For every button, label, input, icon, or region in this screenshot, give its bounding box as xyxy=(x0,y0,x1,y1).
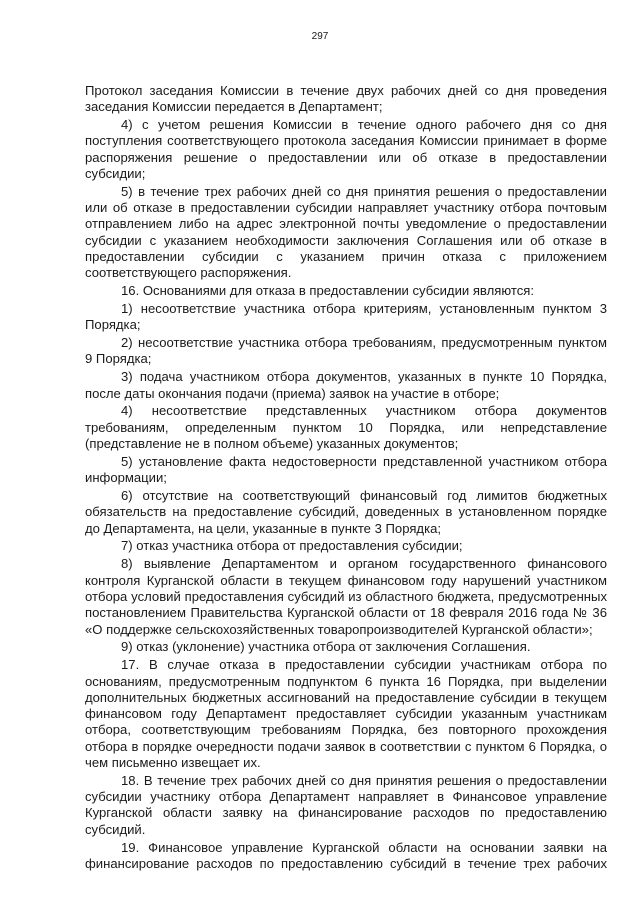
paragraph: 16. Основаниями для отказа в предоставлении субсидии являются: xyxy=(121,283,534,299)
paragraph: 17. В случае отказа в предоставлении субсидии участникам отбора по основаниям, предусмотренным подпунктом 6 пункта 16 Порядка, при выделении дополнительных бюджетных ассигнований на предоставление субсидии в текущем финансовом году Департамент предоставляет субсидии указанным участникам отбора, соответствующим требованиям Порядка, без повторного прохождения отбора в порядке очередности подачи заявок в соответствии с пунктом 6 Порядка, о чем письменно извещает их. xyxy=(85,657,607,770)
paragraph: 18. В течение трех рабочих дней со дня принятия решения о предоставлении субсидии участнику отбора Департамент направляет в Финансовое управление Курганской области заявку на финансирование расходов по предоставлению субсидий. xyxy=(85,772,607,837)
paragraph: 9) отказ (уклонение) участника отбора от заключения Соглашения. xyxy=(121,639,531,655)
page-number: 297 xyxy=(311,31,329,42)
document-body xyxy=(85,83,607,874)
paragraph: 4) с учетом решения Комиссии в течение одного рабочего дня со дня поступления соответствующего протокола заседания Комиссии принимает в форме распоряжения решение о предоставлении или об отказе в предоставлении субсидии; xyxy=(85,117,607,182)
paragraph: 3) подача участником отбора документов, указанных в пункте 10 Порядка, после даты окончания подачи (приема) заявок на участие в отборе; xyxy=(85,369,607,401)
paragraph: 4) несоответствие представленных участником отбора документов требованиям, определенным пунктом 10 Порядка, или непредставление (представление не в полном объеме) указанных документов; xyxy=(85,403,607,452)
paragraph: 7) отказ участника отбора от предоставления субсидии; xyxy=(121,538,463,554)
paragraph: 19. Финансовое управление Курганской области на основании заявки на финансирование расходов по предоставлению субсидий в течение трех рабочих xyxy=(85,839,607,871)
paragraph: 6) отсутствие на соответствующий финансовый год лимитов бюджетных обязательств на предоставление субсидий, доведенных в установленном порядке до Департамента, на цели, указанные в пункте 3 Порядка; xyxy=(85,488,607,536)
paragraph: 1) несоответствие участника отбора критериям, установленным пунктом 3 Порядка; xyxy=(85,301,607,333)
paragraph: 2) несоответствие участника отбора требованиям, предусмотренным пунктом 9 Порядка; xyxy=(85,335,607,367)
paragraph: 5) в течение трех рабочих дней со дня принятия решения о предоставлении или об отказе в предоставлении субсидии направляет участнику отбора почтовым отправлением либо на адрес электронной почты уведомление о предоставлении субсидии с указанием необходимости заключения Соглашения или об отказе в предоставлении субсидии с указанием причин отказа с приложением соответствующего распоряжения. xyxy=(85,183,607,281)
paragraph: 5) установление факта недостоверности представленной участником отбора информации; xyxy=(85,453,607,486)
paragraph: Протокол заседания Комиссии в течение двух рабочих дней со дня проведения заседания Комиссии передается в Департамент; xyxy=(85,83,607,115)
paragraph: 8) выявление Департаментом и органом государственного финансового контроля Курганской области в текущем финансовом году нарушений участником отбора условий предоставления субсидий из областного бюджета, предусмотренных постановлением Правительства Курганской области от 18 февраля 2016 года № 36 «О поддержке сельскохозяйственных товаропроизводителей Курганской области»; xyxy=(85,556,607,637)
